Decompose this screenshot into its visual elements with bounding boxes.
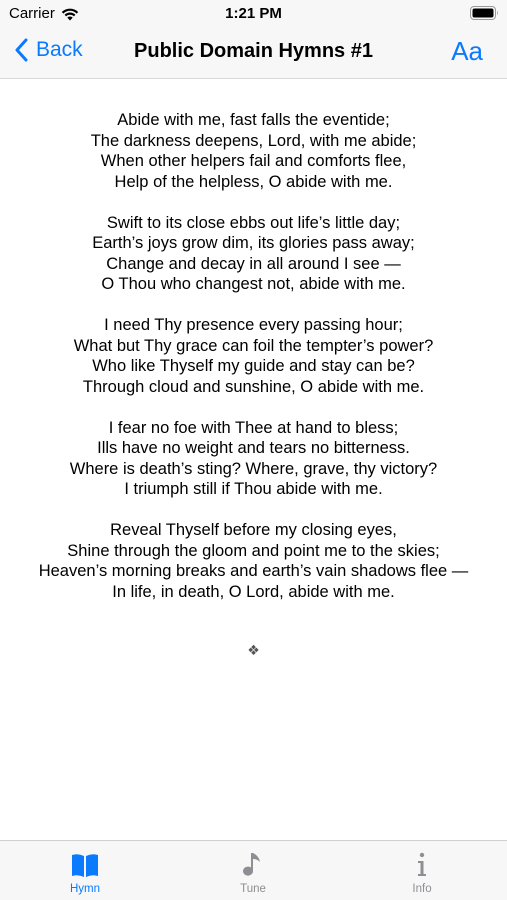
- music-note-icon: [238, 850, 268, 880]
- tab-info[interactable]: [372, 841, 472, 900]
- page-title: Public Domain Hymns #1: [134, 40, 373, 62]
- hymn-line: Earth’s joys grow dim, its glories pass away;: [92, 234, 415, 252]
- stanza: [0, 315, 507, 397]
- battery-icon: [470, 6, 499, 20]
- status-bar: [0, 0, 507, 28]
- hymn-line: In life, in death, O Lord, abide with me.: [112, 582, 395, 601]
- hymn-line: O Thou who changest not, abide with me.: [101, 275, 406, 293]
- hymn-line: I triumph still if Thou abide with me.: [124, 480, 383, 498]
- tab-label: Tune: [240, 883, 266, 895]
- hymn-text: [0, 110, 507, 623]
- hymn-line: I need Thy presence every passing hour;: [104, 316, 403, 334]
- hymn-line: The darkness deepens, Lord, with me abide;: [90, 131, 417, 150]
- carrier-label: Carrier: [9, 5, 55, 22]
- hymn-line: Shine through the gloom and point me to the skies;: [67, 541, 440, 560]
- info-icon: [407, 850, 437, 880]
- tab-label: Hymn: [69, 883, 101, 895]
- font-size-button[interactable]: Aa: [451, 36, 483, 66]
- stanza: [0, 213, 507, 295]
- back-label: Back: [36, 38, 83, 61]
- tab-bar: [0, 840, 507, 900]
- stanza: [0, 110, 507, 192]
- ornament-icon: ❖: [247, 642, 260, 658]
- hymn-line: Swift to its close ebbs out life’s little day;: [106, 213, 401, 232]
- hymn-line: When other helpers fail and comforts flee,: [100, 152, 407, 170]
- tab-hymn[interactable]: [35, 841, 135, 900]
- status-time: 1:21 PM: [225, 5, 282, 22]
- hymn-line: I fear no foe with Thee at hand to bless;: [108, 418, 399, 437]
- hymn-line: Through cloud and sunshine, O abide with me.: [82, 377, 425, 396]
- hymn-line: What but Thy grace can foil the tempter’s power?: [73, 336, 434, 355]
- tab-label: Info: [412, 883, 432, 895]
- navigation-bar: [0, 28, 507, 79]
- tab-tune[interactable]: [203, 841, 303, 900]
- stanza: [0, 520, 507, 602]
- hymn-line: Ills have no weight and tears no bitterness.: [97, 439, 410, 457]
- stanza: [0, 418, 507, 500]
- hymn-line: Help of the helpless, O abide with me.: [114, 172, 393, 191]
- hymn-line: Who like Thyself my guide and stay can be?: [92, 357, 415, 375]
- hymn-line: Heaven’s morning breaks and earth’s vain shadows flee —: [38, 562, 469, 580]
- hymn-line: Where is death’s sting? Where, grave, thy victory?: [69, 459, 438, 478]
- hymn-line: Abide with me, fast falls the eventide;: [117, 111, 390, 129]
- hymn-line: Change and decay in all around I see —: [106, 254, 401, 273]
- book-icon: [70, 850, 100, 880]
- hymn-line: Reveal Thyself before my closing eyes,: [110, 521, 397, 539]
